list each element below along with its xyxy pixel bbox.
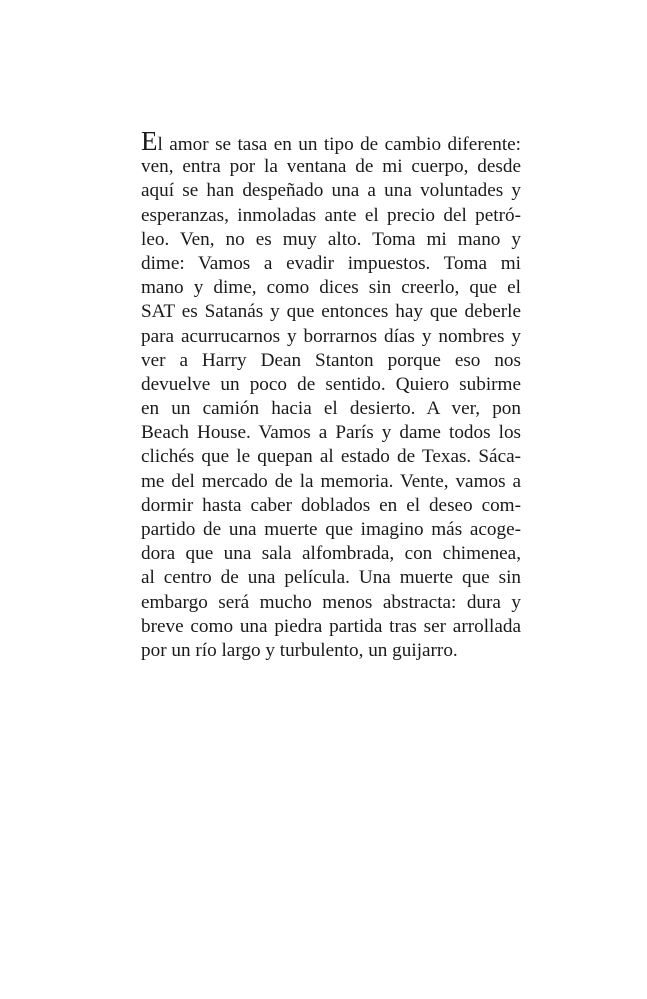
paragraph-line: en un camión hacia el desierto. A ver, pon	[141, 398, 521, 420]
paragraph-line: mano y dime, como dices sin creerlo, que el	[141, 277, 521, 299]
paragraph-line: leo. Ven, no es muy alto. Toma mi mano y	[141, 228, 521, 250]
first-line-text: l amor se tasa en un tipo de cambio diferente:	[157, 134, 521, 155]
paragraph-line: embargo será mucho menos abstracta: dura y	[141, 591, 521, 613]
paragraph-line-1	[141, 126, 521, 156]
paragraph-line: esperanzas, inmoladas ante el precio del petró-	[141, 204, 521, 226]
paragraph-line: dormir hasta caber doblados en el deseo com-	[141, 494, 521, 516]
paragraph-line: aquí se han despeñado una a una voluntades y	[141, 180, 521, 202]
paragraph-line: ven, entra por la ventana de mi cuerpo, desde	[141, 156, 521, 178]
paragraph-line: SAT es Satanás y que entonces hay que deberle	[141, 301, 521, 323]
paragraph-line: dime: Vamos a evadir impuestos. Toma mi	[141, 252, 521, 274]
prose-paragraph	[141, 126, 521, 663]
paragraph-line: breve como una piedra partida tras ser arrollada	[141, 615, 521, 637]
paragraph-line: devuelve un poco de sentido. Quiero subirme	[141, 373, 521, 395]
paragraph-line: para acurrucarnos y borrarnos días y nombres y	[141, 325, 521, 347]
paragraph-line: partido de una muerte que imagino más acoge-	[141, 519, 521, 540]
paragraph-line: Beach House. Vamos a París y dame todos los	[141, 422, 521, 444]
drop-cap: E	[141, 126, 158, 156]
paragraph-line-last: por un río largo y turbulento, un guijarro.	[141, 639, 458, 661]
paragraph-line: dora que una sala alfombrada, con chimenea,	[141, 543, 521, 565]
paragraph-line: clichés que le quepan al estado de Texas. Sáca-	[141, 446, 521, 468]
paragraph-line: al centro de una película. Una muerte que sin	[141, 567, 521, 589]
paragraph-line: me del mercado de la memoria. Vente, vamos a	[141, 470, 521, 492]
paragraph-line: ver a Harry Dean Stanton porque eso nos	[141, 349, 521, 371]
